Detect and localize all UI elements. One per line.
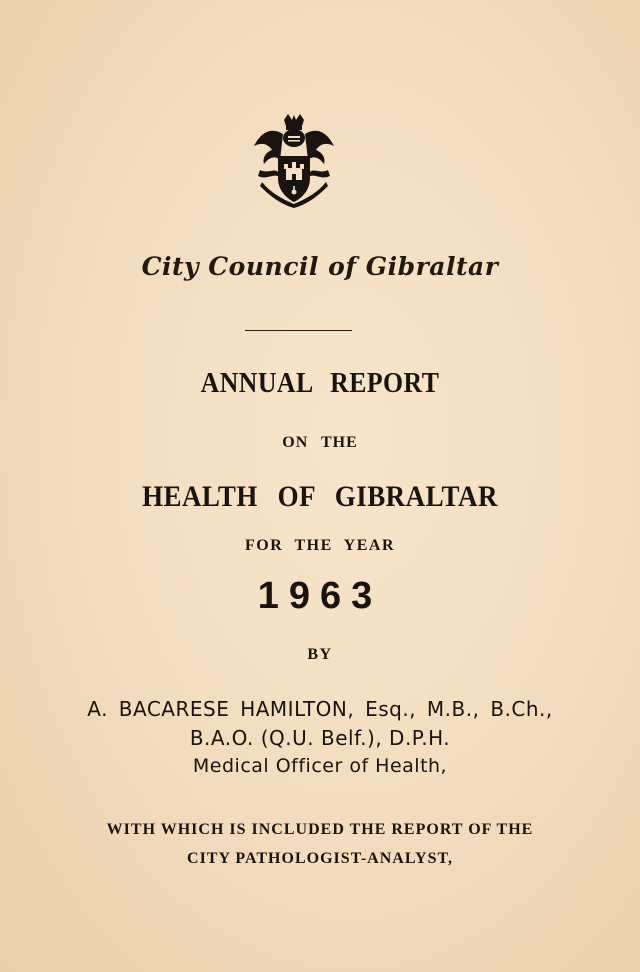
divider-rule bbox=[245, 330, 352, 331]
coat-of-arms-crest-icon bbox=[246, 112, 342, 208]
report-title-annual: ANNUAL REPORT bbox=[200, 368, 440, 399]
issuer-title: City Council of Gibraltar bbox=[141, 252, 499, 281]
author-name: A. BACARESE HAMILTON, Esq., M.B., B.Ch., bbox=[87, 697, 553, 721]
included-report-line-2: CITY PATHOLOGIST-ANALYST, bbox=[187, 850, 453, 867]
included-report-line-1: WITH WHICH IS INCLUDED THE REPORT OF THE bbox=[106, 821, 534, 838]
report-title-for-the-year: FOR THE YEAR bbox=[244, 537, 395, 554]
report-year: 1963 bbox=[257, 575, 383, 617]
by-label: BY bbox=[307, 646, 333, 663]
author-qualifications: B.A.O. (Q.U. Belf.), D.P.H. bbox=[189, 726, 451, 750]
report-title-health: HEALTH OF GIBRALTAR bbox=[142, 480, 498, 513]
report-title-on-the: ON THE bbox=[282, 434, 358, 451]
author-role: Medical Officer of Health, bbox=[192, 755, 448, 777]
